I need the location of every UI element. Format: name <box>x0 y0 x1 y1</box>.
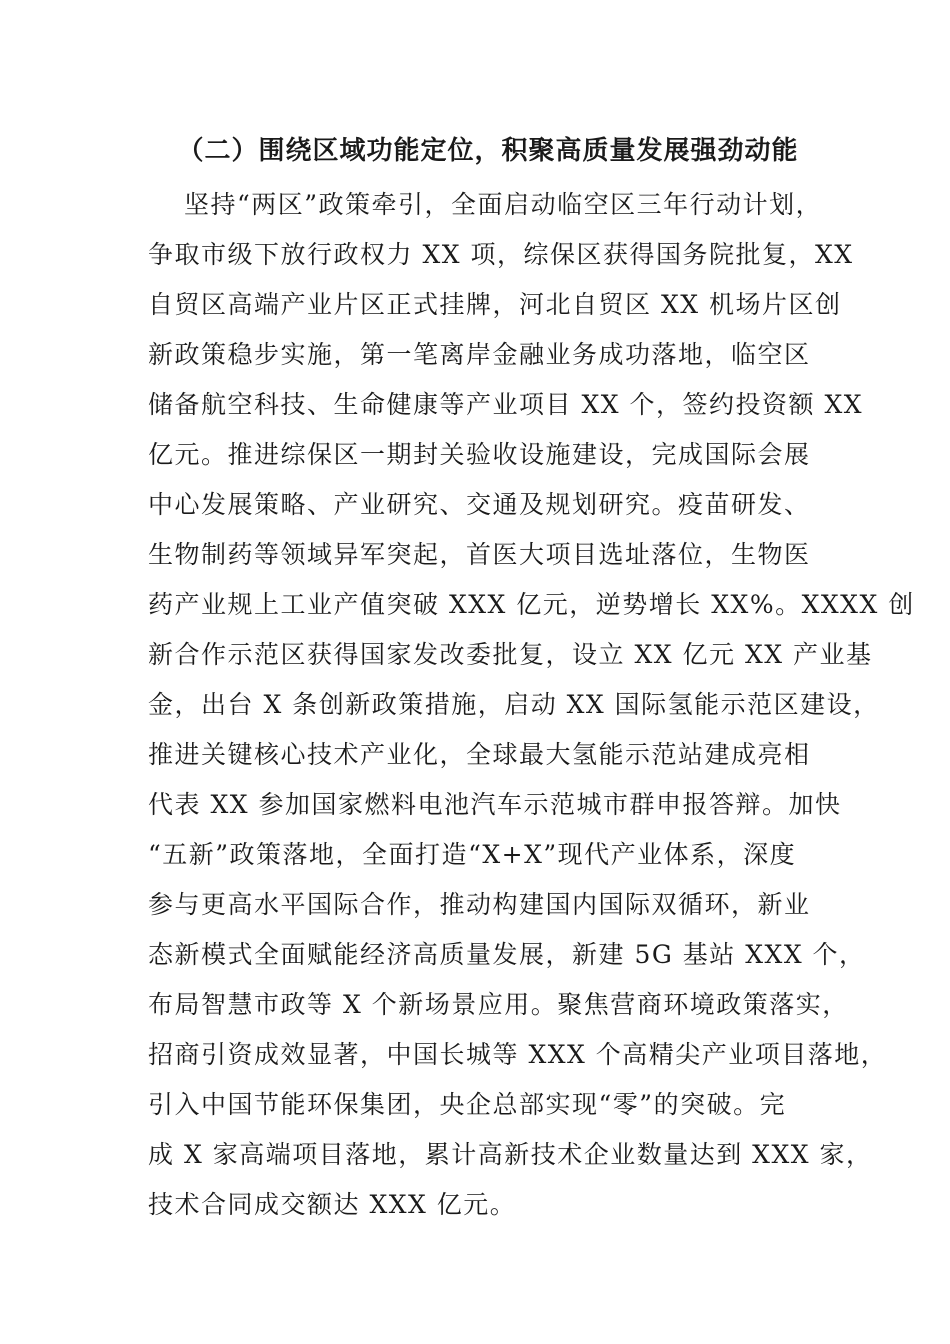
section-heading: （二）围绕区域功能定位，积聚高质量发展强劲动能 <box>177 136 799 166</box>
paragraph-line: 金，出台 X 条创新政策措施，启动 XX 国际氢能示范区建设， <box>148 690 880 719</box>
paragraph-line: 亿元。推进综保区一期封关验收设施建设，完成国际会展 <box>148 440 811 469</box>
paragraph-line: 新政策稳步实施，第一笔离岸金融业务成功落地，临空区 <box>148 340 811 369</box>
paragraph-line: 坚持“两区”政策牵引，全面启动临空区三年行动计划， <box>184 190 823 219</box>
paragraph-line: “五新”政策落地，全面打造“X+X”现代产业体系，深度 <box>148 840 797 869</box>
paragraph-line: 招商引资成效显著，中国长城等 XXX 个高精尖产业项目落地， <box>148 1040 888 1069</box>
paragraph-line: 技术合同成交额达 XXX 亿元。 <box>148 1190 517 1219</box>
paragraph-line: 储备航空科技、生命健康等产业项目 XX 个，签约投资额 XX <box>148 390 864 419</box>
paragraph-line: 推进关键核心技术产业化，全球最大氢能示范站建成亮相 <box>148 740 811 769</box>
paragraph-line: 药产业规上工业产值突破 XXX 亿元，逆势增长 XX%。XXXX 创 <box>148 590 915 619</box>
paragraph-line: 中心发展策略、产业研究、交通及规划研究。疫苗研发、 <box>148 490 811 519</box>
paragraph-line: 态新模式全面赋能经济高质量发展，新建 5G 基站 XXX 个， <box>148 940 866 969</box>
body-paragraph <box>148 180 915 1230</box>
paragraph-line: 引入中国节能环保集团，央企总部实现“零”的突破。完 <box>148 1090 787 1119</box>
paragraph-line: 生物制药等领域异军突起，首医大项目选址落位，生物医 <box>148 540 811 569</box>
paragraph-line: 参与更高水平国际合作，推动构建国内国际双循环，新业 <box>148 890 811 919</box>
paragraph-line: 新合作示范区获得国家发改委批复，设立 XX 亿元 XX 产业基 <box>148 640 873 669</box>
paragraph-line: 代表 XX 参加国家燃料电池汽车示范城市群申报答辩。加快 <box>148 790 842 819</box>
paragraph-line: 布局智慧市政等 X 个新场景应用。聚焦营商环境政策落实， <box>148 990 849 1019</box>
paragraph-line: 争取市级下放行政权力 XX 项，综保区获得国务院批复，XX <box>148 240 854 269</box>
paragraph-line: 成 X 家高端项目落地，累计高新技术企业数量达到 XXX 家， <box>148 1140 873 1169</box>
paragraph-line: 自贸区高端产业片区正式挂牌，河北自贸区 XX 机场片区创 <box>148 290 842 319</box>
